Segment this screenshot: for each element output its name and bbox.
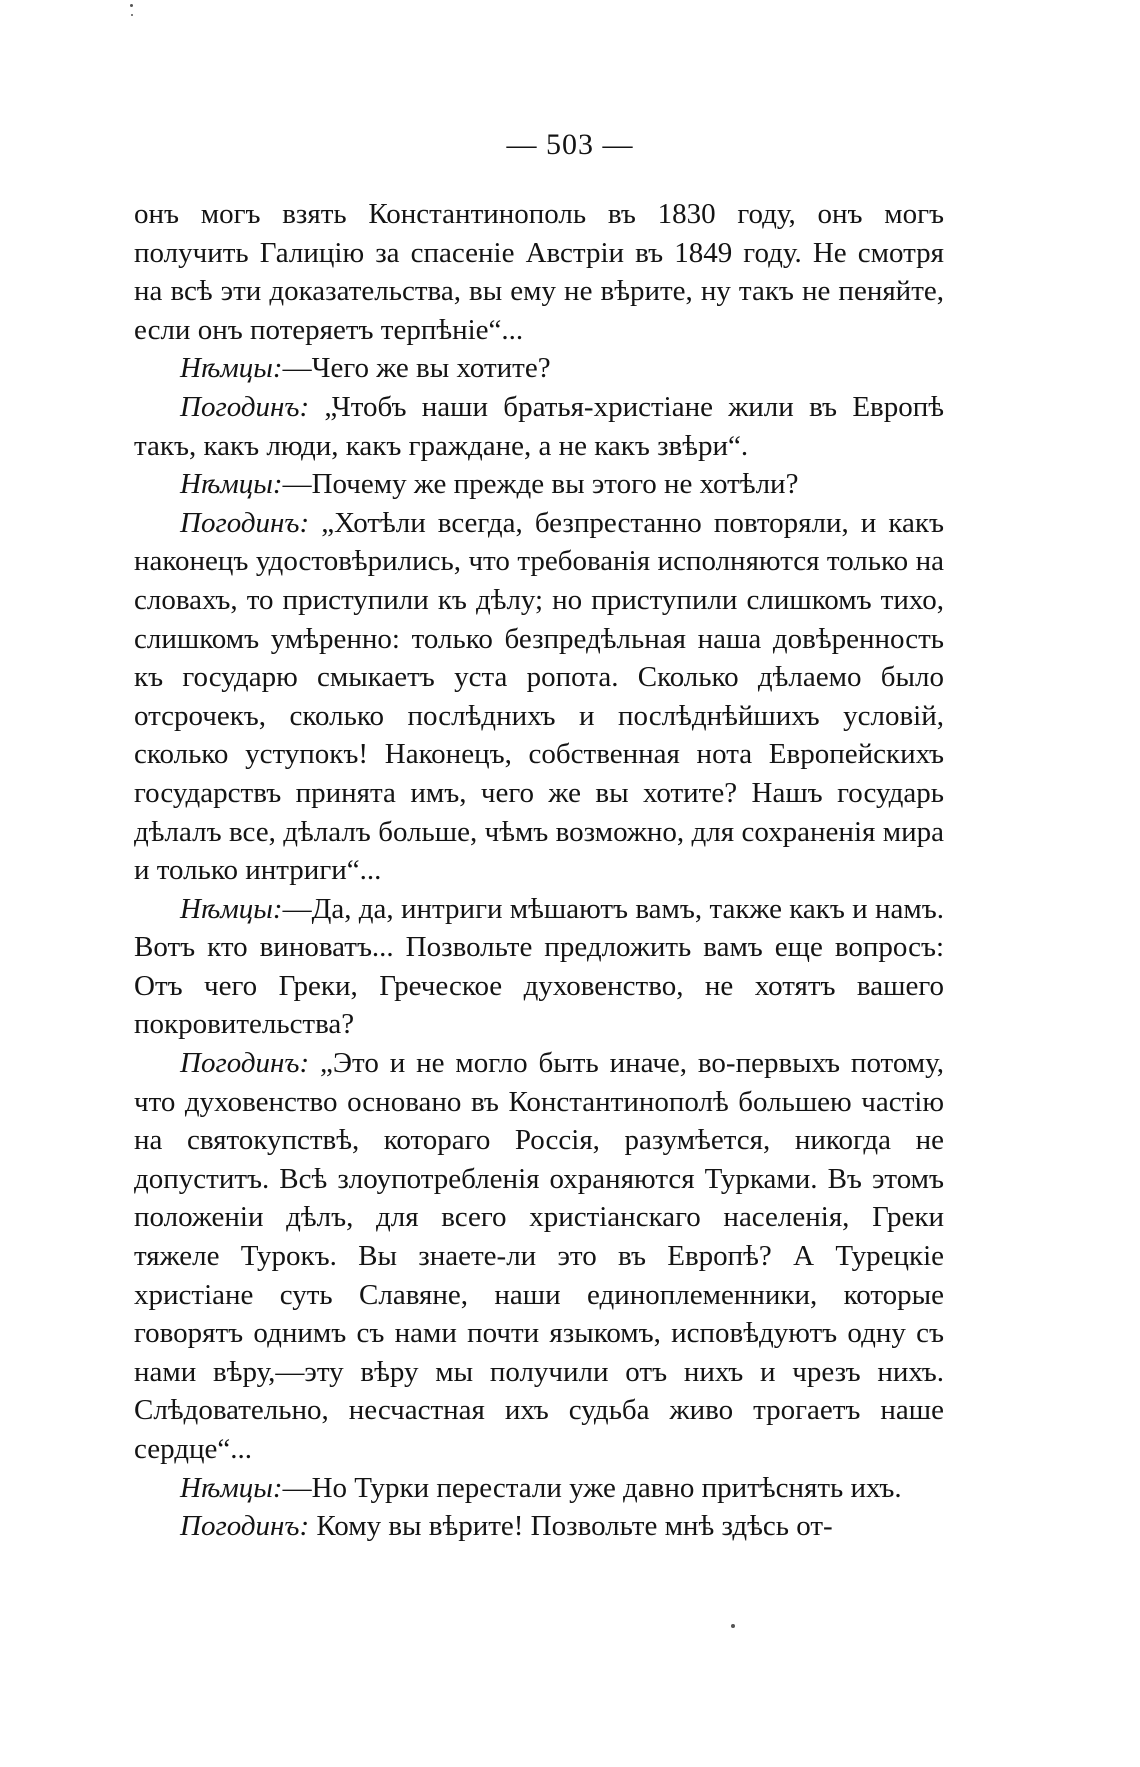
page-number: — 503 — [506,128,634,161]
paragraph-text: „Хотѣли всегда, безпрестанно повторяли, и какъ наконецъ удостовѣрились, что требованія исполняются только на словахъ, то приступили къ дѣлу; но приступили слишкомъ тихо, слишкомъ умѣренно: только безпредѣльная наша довѣренность къ государю смыкаетъ уста ропота. Сколько дѣлаемо было отсрочекъ, сколько послѣднихъ и послѣднѣйшихъ условій, сколько уступокъ! Наконецъ, собственная нота Европейскихъ государствъ принята имъ, чего же вы хотите? Нашъ государь дѣлалъ все, дѣлалъ больше, чѣмъ возможно, для сохраненія мира и только интриги“... [134,506,944,887]
paragraph [134,349,944,388]
paragraph-text: „Чтобъ наши братья-христіане жили въ Европѣ такъ, какъ люди, какъ граждане, а не какъ звѣри“. [134,390,944,462]
paragraph-text: —Но Турки перестали уже давно притѣснять ихъ. [282,1471,902,1504]
paragraph-text: —Да, да, интриги мѣшаютъ вамъ, также какъ и намъ. Вотъ кто виноватъ... Позвольте предложить вамъ еще вопросъ: Отъ чего Греки, Греческое духовенство, не хотятъ вашего покровительства? [134,892,944,1041]
body-text [134,195,944,1546]
paragraph-text: „Это и не могло быть иначе, во-первыхъ потому, что духовенство основано въ Константинополѣ большею частію на святокупствѣ, котораго Россія, разумѣется, никогда не допуститъ. Всѣ злоупотребленія охраняются Турками. Въ этомъ положеніи дѣлъ, для всего христіанскаго населенія, Греки тяжеле Турокъ. Вы знаете-ли это въ Европѣ? А Турецкіе христіане суть Славяне, наши единоплеменники, которые говорятъ однимъ съ нами почти языкомъ, исповѣдуютъ одну съ нами вѣру,—эту вѣру мы получили отъ нихъ и чрезъ нихъ. Слѣдовательно, несчастная ихъ судьба живо трогаетъ наше сердце“... [134,1047,944,1465]
paragraph-text: Кому вы вѣрите! Позвольте мнѣ здѣсь от- [309,1510,833,1543]
paragraph [134,504,944,890]
ink-speck [731,1624,735,1628]
paragraph-text: —Чего же вы хотите? [282,352,551,385]
paragraph [134,890,944,1044]
ink-speck [131,14,133,16]
ink-speck [130,4,133,7]
speaker-label: Нѣмцы: [180,352,283,385]
paragraph [134,465,944,504]
speaker-label: Погодинъ: [180,506,310,539]
paragraph [134,1044,944,1469]
paragraph [134,1507,944,1546]
speaker-label: Погодинъ: [180,390,310,423]
speaker-label: Нѣмцы: [180,1471,283,1504]
paragraph [134,388,944,465]
speaker-label: Погодинъ: [180,1510,310,1543]
paragraph-text: онъ могъ взять Константинополь въ 1830 году, онъ могъ получить Галицію за спасеніе Австріи въ 1849 году. Не смотря на всѣ эти доказательства, вы ему не вѣрите, ну такъ не пеняйте, если онъ потеряетъ терпѣніе“... [134,198,944,346]
speaker-label: Нѣмцы: [180,892,283,925]
speaker-label: Нѣмцы: [180,468,283,501]
paragraph [134,1469,944,1508]
paragraph-text: —Почему же прежде вы этого не хотѣли? [282,468,799,501]
paragraph [134,195,944,349]
speaker-label: Погодинъ: [180,1047,310,1080]
